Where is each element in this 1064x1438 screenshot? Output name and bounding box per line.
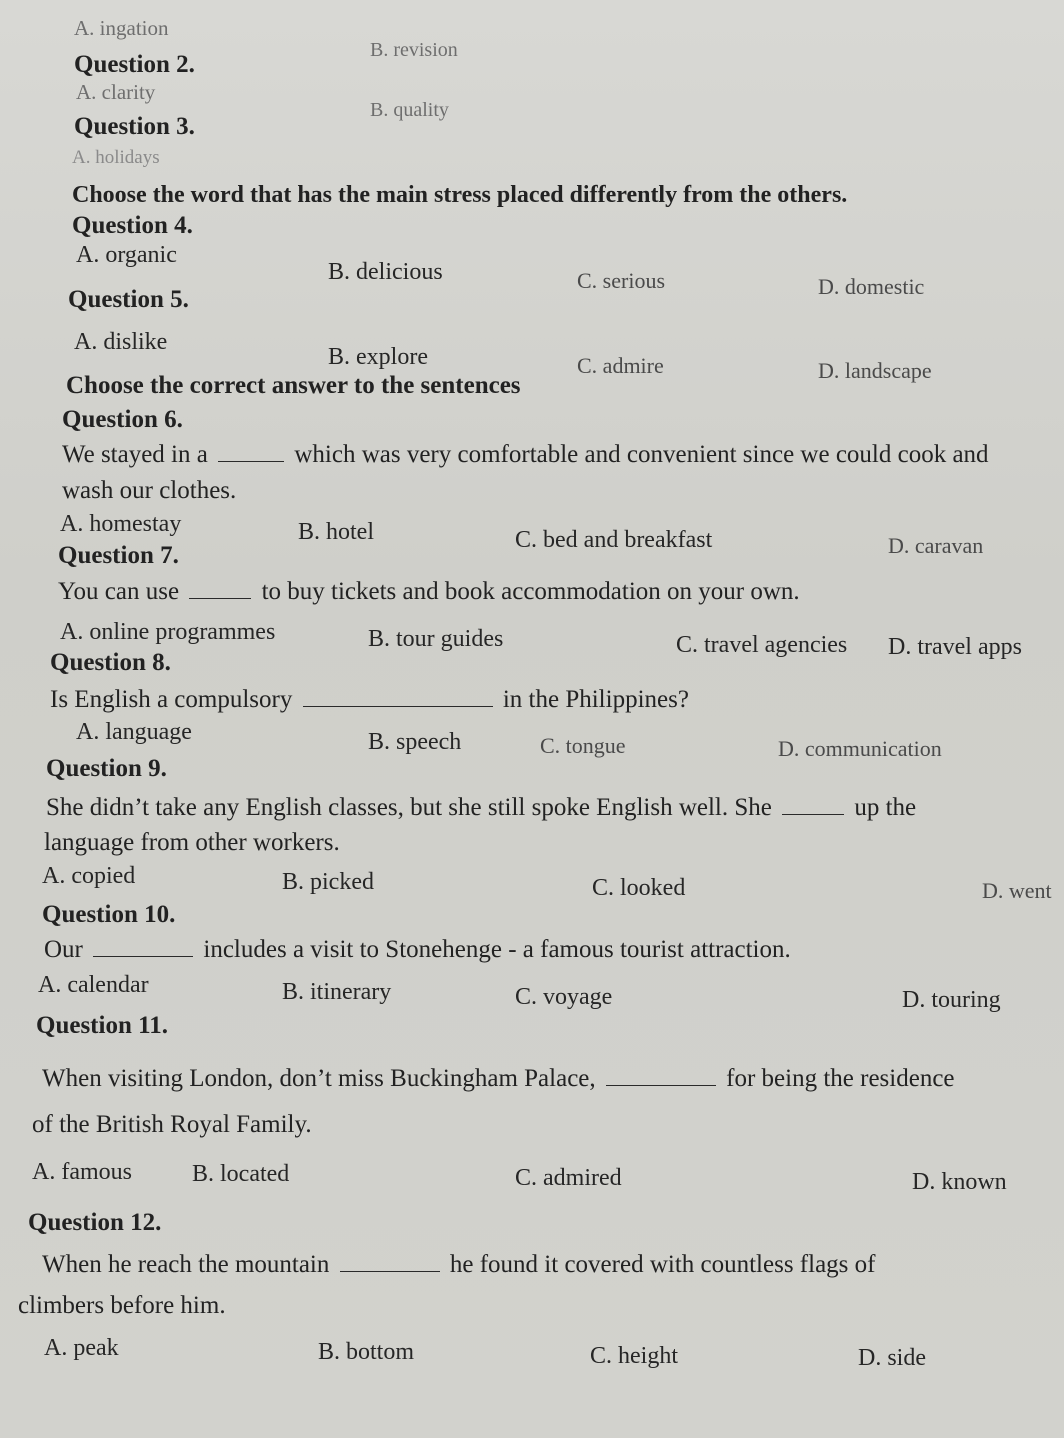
q9-option-c[interactable]: C. looked bbox=[592, 875, 686, 901]
q8-option-c[interactable]: C. tongue bbox=[540, 733, 626, 758]
q7-stem-start: You can use bbox=[58, 578, 180, 605]
q11-stem-end: for being the residence bbox=[726, 1065, 955, 1092]
q8-stem-start: Is English a compulsory bbox=[50, 686, 293, 713]
q8-option-d[interactable]: D. communication bbox=[778, 736, 942, 761]
q10-option-d[interactable]: D. touring bbox=[902, 987, 1001, 1013]
q10-option-a[interactable]: A. calendar bbox=[38, 972, 149, 998]
q2-option-a: A. clarity bbox=[76, 80, 156, 104]
q8-heading: Question 8. bbox=[50, 649, 171, 676]
q4-option-c[interactable]: C. serious bbox=[577, 268, 665, 293]
q12-stem-line2: climbers before him. bbox=[18, 1292, 226, 1319]
q6-stem-end: which was very comfortable and convenient since we could cook and bbox=[294, 441, 989, 468]
q12-stem-line1 bbox=[42, 1252, 875, 1277]
q11-option-c[interactable]: C. admired bbox=[515, 1165, 622, 1191]
q11-option-b[interactable]: B. located bbox=[192, 1161, 290, 1187]
q7-heading: Question 7. bbox=[58, 542, 179, 569]
q6-heading: Question 6. bbox=[62, 406, 183, 433]
q9-stem-start: She didn’t take any English classes, but she still spoke English well. She bbox=[46, 794, 772, 821]
q6-stem-start: We stayed in a bbox=[62, 441, 208, 468]
q3-heading: Question 3. bbox=[74, 113, 195, 140]
q12-option-a[interactable]: A. peak bbox=[44, 1335, 119, 1361]
q10-stem-end: includes a visit to Stonehenge - a famous tourist attraction. bbox=[203, 936, 791, 963]
q2-heading: Question 2. bbox=[74, 51, 195, 78]
q6-blank[interactable] bbox=[218, 461, 284, 462]
q3-option-a: A. holidays bbox=[72, 147, 160, 168]
q12-option-c[interactable]: C. height bbox=[590, 1343, 678, 1369]
q4-option-d[interactable]: D. domestic bbox=[818, 274, 925, 299]
q8-stem-end: in the Philippines? bbox=[502, 686, 689, 713]
q1-option-b: B. revision bbox=[370, 39, 458, 61]
answer-instruction: Choose the correct answer to the sentences bbox=[66, 372, 521, 399]
q12-option-b[interactable]: B. bottom bbox=[318, 1339, 415, 1365]
q8-option-a[interactable]: A. language bbox=[76, 719, 192, 745]
q7-option-a[interactable]: A. online programmes bbox=[60, 619, 276, 645]
q4-option-b[interactable]: B. delicious bbox=[328, 259, 443, 285]
q6-option-a[interactable]: A. homestay bbox=[60, 511, 182, 537]
q10-blank[interactable] bbox=[93, 956, 193, 957]
q9-blank[interactable] bbox=[782, 814, 844, 815]
q12-option-d[interactable]: D. side bbox=[858, 1345, 926, 1371]
q5-option-d[interactable]: D. landscape bbox=[818, 358, 932, 383]
q6-option-c[interactable]: C. bed and breakfast bbox=[515, 527, 713, 553]
q2-option-b: B. quality bbox=[370, 99, 449, 121]
q9-stem-line2: language from other workers. bbox=[44, 829, 340, 856]
q6-option-b[interactable]: B. hotel bbox=[298, 519, 374, 545]
q11-option-d[interactable]: D. known bbox=[912, 1169, 1007, 1195]
q7-option-b[interactable]: B. tour guides bbox=[368, 626, 504, 652]
q7-option-c[interactable]: C. travel agencies bbox=[676, 632, 848, 658]
q9-option-a[interactable]: A. copied bbox=[42, 863, 136, 889]
q9-stem-line1 bbox=[46, 795, 916, 820]
q12-heading: Question 12. bbox=[28, 1209, 162, 1236]
q7-option-d[interactable]: D. travel apps bbox=[888, 634, 1022, 660]
q7-stem bbox=[58, 579, 800, 604]
q10-stem-start: Our bbox=[44, 936, 83, 963]
q10-heading: Question 10. bbox=[42, 901, 176, 928]
q11-blank[interactable] bbox=[606, 1085, 716, 1086]
q11-stem-line2: of the British Royal Family. bbox=[32, 1111, 312, 1138]
q11-heading: Question 11. bbox=[36, 1012, 168, 1039]
q12-stem-start: When he reach the mountain bbox=[42, 1251, 330, 1278]
q6-stem-line1 bbox=[62, 442, 989, 467]
q9-option-d[interactable]: D. went bbox=[982, 878, 1052, 903]
q5-option-b[interactable]: B. explore bbox=[328, 344, 428, 370]
q8-option-b[interactable]: B. speech bbox=[368, 729, 462, 755]
q5-option-a[interactable]: A. dislike bbox=[74, 329, 168, 355]
q9-stem-end: up the bbox=[854, 794, 917, 821]
q5-heading: Question 5. bbox=[68, 286, 189, 313]
q1-option-a: A. ingation bbox=[74, 16, 169, 40]
q6-option-d[interactable]: D. caravan bbox=[888, 533, 984, 558]
q6-stem-line2: wash our clothes. bbox=[62, 477, 237, 504]
q7-stem-end: to buy tickets and book accommodation on your own. bbox=[261, 578, 800, 605]
q10-option-b[interactable]: B. itinerary bbox=[282, 979, 392, 1005]
q4-heading: Question 4. bbox=[72, 212, 193, 239]
q9-option-b[interactable]: B. picked bbox=[282, 869, 374, 895]
stress-instruction: Choose the word that has the main stress placed differently from the others. bbox=[72, 182, 848, 208]
q5-option-c[interactable]: C. admire bbox=[577, 353, 664, 378]
q11-stem-start: When visiting London, don’t miss Buckingham Palace, bbox=[42, 1065, 596, 1092]
q8-blank[interactable] bbox=[303, 706, 493, 707]
q11-option-a[interactable]: A. famous bbox=[32, 1159, 132, 1185]
q10-option-c[interactable]: C. voyage bbox=[515, 984, 613, 1010]
q4-option-a[interactable]: A. organic bbox=[76, 242, 177, 268]
q8-stem bbox=[50, 687, 689, 712]
q7-blank[interactable] bbox=[189, 598, 251, 599]
q11-stem-line1 bbox=[42, 1066, 955, 1091]
q9-heading: Question 9. bbox=[46, 755, 167, 782]
q10-stem bbox=[44, 937, 791, 962]
q12-blank[interactable] bbox=[340, 1271, 440, 1272]
q12-stem-end: he found it covered with countless flags of bbox=[449, 1251, 876, 1278]
